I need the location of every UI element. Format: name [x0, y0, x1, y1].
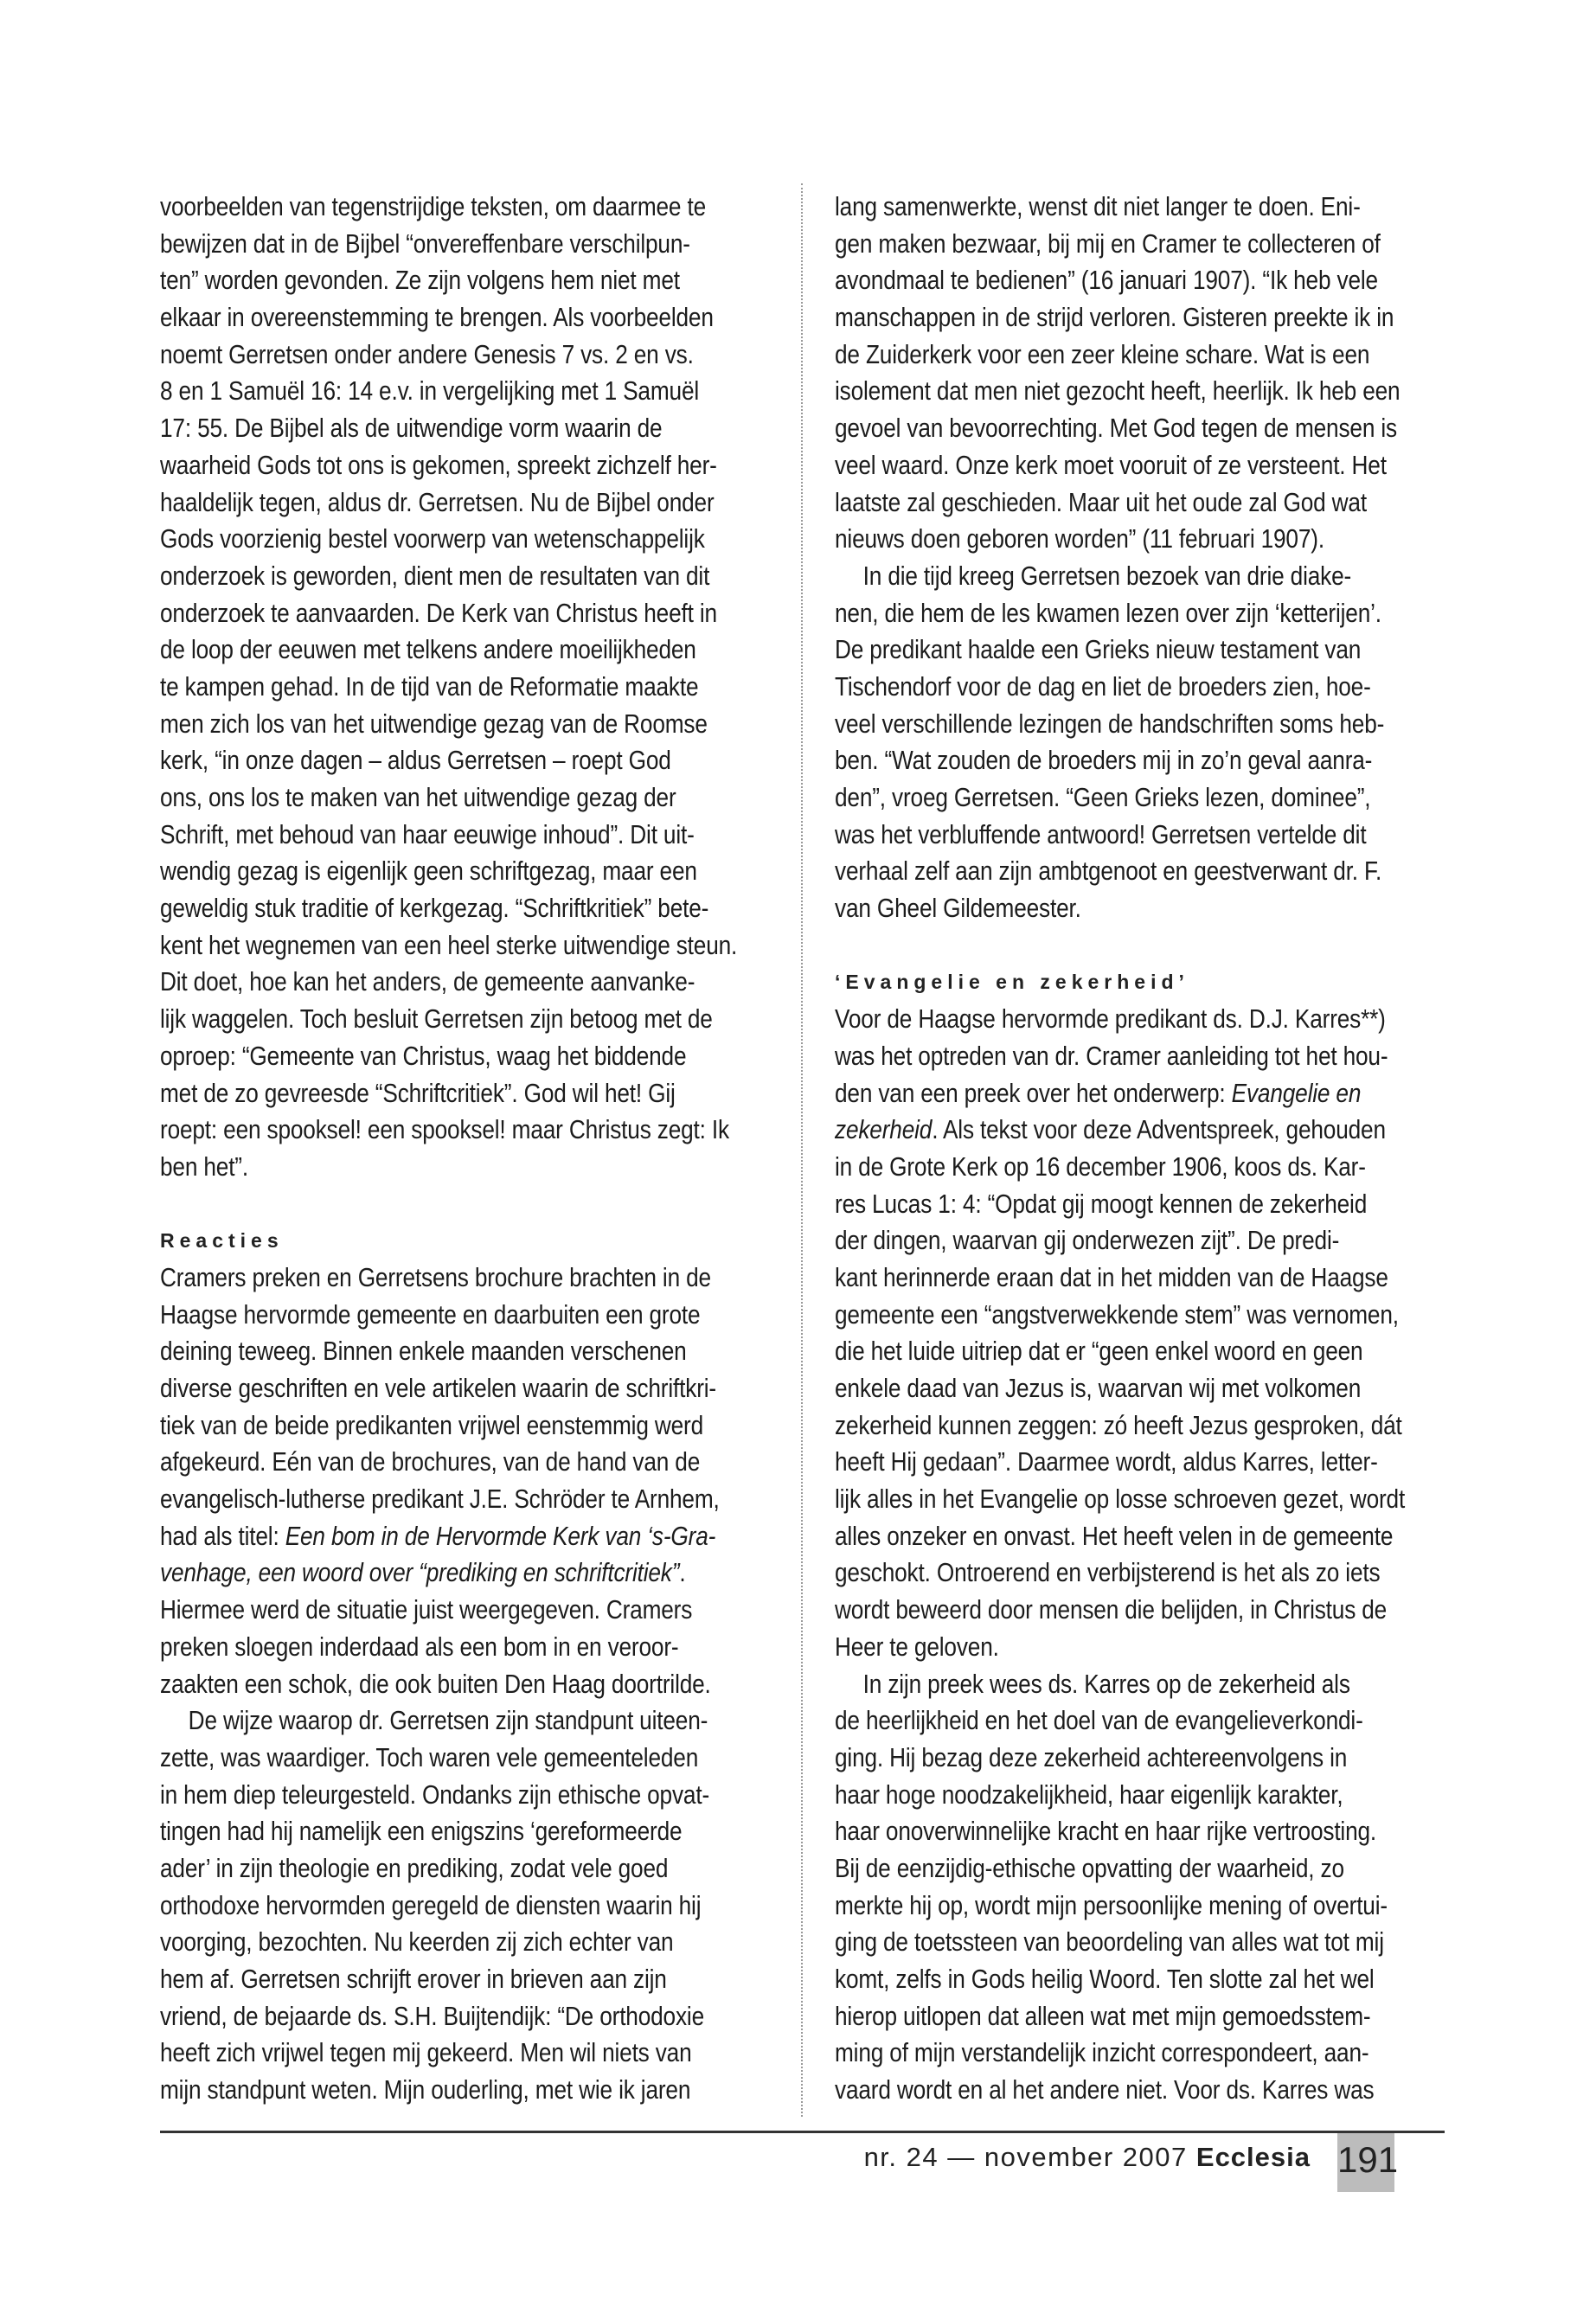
right-text-column — [835, 189, 1458, 2109]
text-line: was het verbluffende antwoord! Gerretsen vertelde dit — [835, 819, 1367, 849]
text-line: ten” worden gevonden. Ze zijn volgens hem niet met — [160, 266, 680, 296]
text-line: vaard wordt en al het andere niet. Voor ds. Karres was — [835, 2075, 1375, 2106]
text-line: nen, die hem de les kwamen lezen over zijn ‘ketterijen’. — [835, 598, 1381, 628]
text-line: roept: een spooksel! een spooksel! maar Christus zegt: Ik — [160, 1115, 729, 1145]
text-line — [835, 1075, 1370, 1112]
text-line: heeft zich vrijwel tegen mij gekeerd. Men wil niets van — [160, 2038, 692, 2068]
text-line: gevoel van bevoorrechting. Met God tegen de mensen is — [835, 413, 1397, 444]
text-line: mijn standpunt weten. Mijn ouderling, met wie ik jaren — [160, 2075, 691, 2106]
text-line: isolement dat men niet gezocht heeft, heerlijk. Ik heb een — [835, 376, 1401, 407]
footer-issue: nr. 24 — november 2007 — [863, 2142, 1196, 2172]
text-line: manschappen in de strijd verloren. Gisteren preekte ik in — [835, 303, 1394, 333]
text-line: tingen had hij namelijk een enigszins ‘gereformeerde — [160, 1817, 683, 1847]
text-segment: . — [679, 1558, 686, 1588]
text-line: heeft Hij gedaan”. Daarmee wordt, aldus Karres, letter- — [835, 1447, 1378, 1477]
text-line: kant herinnerde eraan dat in het midden van de Haagse — [835, 1262, 1388, 1292]
text-line: met de zo gevreesde “Schriftcritiek”. God wil het! Gij — [160, 1078, 676, 1108]
text-line — [160, 1554, 695, 1592]
text-line — [160, 1518, 716, 1555]
blank-line — [160, 1186, 695, 1223]
text-line: te kampen gehad. In de tijd van de Reformatie maakte — [160, 671, 699, 702]
text-line: lijk alles in het Evangelie op losse schroeven gezet, wordt — [835, 1484, 1406, 1515]
text-line: de heerlijkheid en het doel van de evangelieverkondi- — [835, 1706, 1363, 1736]
italic-title-text: Een bom in de Hervormde Kerk van ‘s-Gra- — [285, 1521, 716, 1551]
text-line: in de Grote Kerk op 16 december 1906, koos ds. Kar- — [835, 1151, 1366, 1182]
text-line: nieuws doen geboren worden” (11 februari 1907). — [835, 524, 1324, 554]
text-line: Gods voorzienig bestel voorwerp van wetenschappelijk — [160, 524, 705, 554]
section-heading: Reacties — [160, 1229, 284, 1253]
text-line: alles onzeker en onvast. Het heeft velen in de gemeente — [835, 1521, 1394, 1551]
text-line: ons, ons los te maken van het uitwendige gezag der — [160, 783, 676, 812]
italic-title-text: Evangelie en — [1231, 1078, 1362, 1108]
text-line: 8 en 1 Samuël 16: 14 e.v. in vergelijking met 1 Samuël — [160, 376, 700, 407]
text-line: was het optreden van dr. Cramer aanleiding tot het hou- — [835, 1041, 1388, 1071]
text-line: vriend, de bejaarde ds. S.H. Buijtendijk: “De orthodoxie — [160, 2001, 704, 2031]
text-segment: . Als tekst voor deze Adventspreek, gehouden — [932, 1115, 1386, 1145]
text-line: afgekeurd. Eén van de brochures, van de hand van de — [160, 1447, 701, 1477]
text-line: kerk, “in onze dagen – aldus Gerretsen – roept God — [160, 746, 671, 776]
text-line: wordt beweerd door mensen die belijden, in Christus de — [835, 1595, 1388, 1625]
text-line: ming of mijn verstandelijk inzicht correspondeert, aan- — [835, 2038, 1369, 2068]
text-line: laatste zal geschieden. Maar uit het oude zal God wat — [835, 487, 1367, 517]
footer-magazine-name: Ecclesia — [1195, 2142, 1311, 2172]
text-line: Voor de Haagse hervormde predikant ds. D.J. Karres**) — [835, 1004, 1386, 1035]
text-line: de loop der eeuwen met telkens andere moeilijkheden — [160, 635, 696, 665]
text-line: bewijzen dat in de Bijbel “onvereffenbare verschilpun- — [160, 228, 690, 259]
page-number: 191 — [1337, 2133, 1394, 2192]
text-line: preken sloegen inderdaad als een bom in en veroor- — [160, 1631, 679, 1662]
text-line: in hem diep teleurgesteld. Ondanks zijn ethische opvat- — [160, 1779, 710, 1810]
text-line: onderzoek is geworden, dient men de resultaten van dit — [160, 561, 710, 591]
text-line: waarheid Gods tot ons is gekomen, spreekt zichzelf her- — [160, 450, 717, 480]
blank-line — [835, 927, 1370, 965]
text-line: gemeente een “angstverwekkende stem” was vernomen, — [835, 1299, 1399, 1330]
text-line: veel waard. Onze kerk moet vooruit of ze versteent. Het — [835, 450, 1387, 480]
text-line: komt, zelfs in Gods heilig Woord. Ten slotte zal het wel — [835, 1965, 1375, 1994]
text-line: Tischendorf voor de dag en liet de broeders zien, hoe- — [835, 671, 1371, 702]
text-line: gen maken bezwaar, bij mij en Cramer te collecteren of — [835, 228, 1381, 259]
text-line: avondmaal te bedienen” (16 januari 1907). “Ik heb vele — [835, 266, 1378, 296]
text-line: ben. “Wat zouden de broeders mij in zo’n geval aanra- — [835, 746, 1373, 776]
text-line: zaakten een schok, die ook buiten Den Haag doortrilde. — [160, 1669, 711, 1699]
footer-rule — [160, 2131, 1445, 2133]
text-line: zekerheid kunnen zeggen: zó heeft Jezus gesproken, dát — [835, 1410, 1402, 1440]
text-line: hierop uitlopen dat alleen wat met mijn gemoedsstem- — [835, 2001, 1371, 2031]
text-line: Dit doet, hoe kan het anders, de gemeente aanvanke- — [160, 967, 695, 997]
text-line: res Lucas 1: 4: “Opdat gij moogt kennen de zekerheid — [835, 1189, 1368, 1219]
text-line: deining teweeg. Binnen enkele maanden verschenen — [160, 1336, 687, 1367]
text-line: De wijze waarop dr. Gerretsen zijn standpunt uiteen- — [188, 1706, 708, 1736]
text-line: ben het”. — [160, 1151, 248, 1182]
text-line: In die tijd kreeg Gerretsen bezoek van drie diake- — [862, 561, 1352, 591]
text-line: Bij de eenzijdig-ethische opvatting der waarheid, zo — [835, 1853, 1344, 1883]
text-line: geweldig stuk traditie of kerkgezag. “Schriftkritiek” bete- — [160, 894, 709, 924]
text-line: haar onoverwinnelijke kracht en haar rijke vertroosting. — [835, 1817, 1377, 1847]
text-line: verhaal zelf aan zijn ambtgenoot en geestverwant dr. F. — [835, 856, 1382, 887]
italic-title-text: zekerheid — [835, 1115, 933, 1145]
text-line: ader’ in zijn theologie en prediking, zodat vele goed — [160, 1853, 669, 1883]
text-line: zette, was waardiger. Toch waren vele gemeenteleden — [160, 1742, 699, 1772]
column-divider — [801, 183, 803, 2117]
italic-title-text: venhage, een woord over “prediking en schriftcritiek” — [160, 1558, 680, 1588]
text-line: wendig gezag is eigenlijk geen schriftgezag, maar een — [160, 856, 697, 887]
text-line: geschokt. Ontroerend en verbijsterend is het als zo iets — [835, 1558, 1381, 1588]
text-line: diverse geschriften en vele artikelen waarin de schriftkri- — [160, 1374, 716, 1403]
text-line: ging de toetssteen van beoordeling van alles wat tot mij — [835, 1927, 1384, 1958]
text-line — [835, 1112, 1386, 1149]
footer-issue-line — [864, 2142, 1311, 2173]
text-line: van Gheel Gildemeester. — [835, 894, 1081, 924]
text-line: Schrift, met behoud van haar eeuwige inhoud”. Dit uit- — [160, 819, 695, 849]
text-line: voorbeelden van tegenstrijdige teksten, om daarmee te — [160, 192, 706, 221]
text-line: noemt Gerretsen onder andere Genesis 7 vs. 2 en vs. — [160, 339, 694, 369]
text-line: Heer te geloven. — [835, 1631, 999, 1662]
text-line: hem af. Gerretsen schrijft erover in brieven aan zijn — [160, 1965, 667, 1994]
text-line: lang samenwerkte, wenst dit niet langer te doen. Eni- — [835, 192, 1361, 221]
section-heading: ‘Evangelie en zekerheid’ — [835, 971, 1189, 994]
text-segment: den van een preek over het onderwerp: — [835, 1078, 1232, 1108]
text-line: tiek van de beide predikanten vrijwel eenstemmig werd — [160, 1410, 704, 1440]
text-line: die het luide uitriep dat er “geen enkel woord en geen — [835, 1336, 1363, 1367]
text-line: Hiermee werd de situatie juist weergegeven. Cramers — [160, 1595, 693, 1625]
text-line: merkte hij op, wordt mijn persoonlijke mening of overtui- — [835, 1890, 1388, 1920]
text-line: der dingen, waarvan gij onderwezen zijt”. De predi- — [835, 1226, 1340, 1256]
text-line: den”, vroeg Gerretsen. “Geen Grieks lezen, dominee”, — [835, 783, 1371, 812]
text-line: veel verschillende lezingen de handschriften soms heb- — [835, 708, 1385, 739]
text-line: Cramers preken en Gerretsens brochure brachten in de — [160, 1262, 711, 1292]
text-segment: had als titel: — [160, 1521, 285, 1551]
left-text-column — [160, 189, 783, 2109]
text-line: men zich los van het uitwendige gezag van de Roomse — [160, 708, 708, 739]
text-line: In zijn preek wees ds. Karres op de zekerheid als — [862, 1669, 1350, 1699]
text-line: orthodoxe hervormden geregeld de diensten waarin hij — [160, 1890, 702, 1920]
text-line: de Zuiderkerk voor een zeer kleine schare. Wat is een — [835, 339, 1370, 369]
text-line: De predikant haalde een Grieks nieuw testament van — [835, 635, 1362, 665]
text-line: enkele daad van Jezus is, waarvan wij met volkomen — [835, 1374, 1362, 1403]
text-line: elkaar in overeenstemming te brengen. Als voorbeelden — [160, 303, 714, 333]
text-line: haar hoge noodzakelijkheid, haar eigenlijk karakter, — [835, 1779, 1343, 1810]
text-line: lijk waggelen. Toch besluit Gerretsen zijn betoog met de — [160, 1004, 713, 1035]
text-line: voorging, bezochten. Nu keerden zij zich echter van — [160, 1927, 674, 1958]
text-line: oproep: “Gemeente van Christus, waag het biddende — [160, 1041, 687, 1071]
text-line: onderzoek te aanvaarden. De Kerk van Christus heeft in — [160, 598, 717, 628]
text-line: ging. Hij bezag deze zekerheid achtereenvolgens in — [835, 1742, 1348, 1772]
text-line: kent het wegnemen van een heel sterke uitwendige steun. — [160, 930, 738, 960]
text-line: evangelisch-lutherse predikant J.E. Schröder te Arnhem, — [160, 1484, 720, 1515]
text-line: 17: 55. De Bijbel als de uitwendige vorm waarin de — [160, 413, 663, 444]
text-line: haaldelijk tegen, aldus dr. Gerretsen. Nu de Bijbel onder — [160, 487, 715, 517]
text-line: Haagse hervormde gemeente en daarbuiten een grote — [160, 1299, 701, 1330]
